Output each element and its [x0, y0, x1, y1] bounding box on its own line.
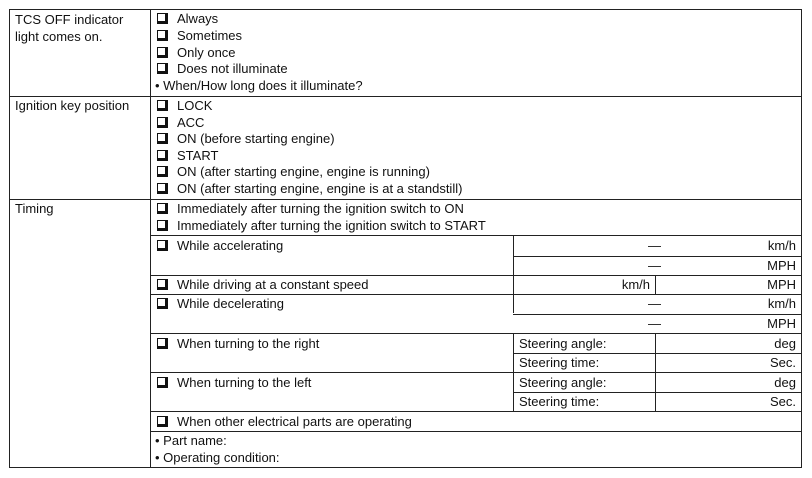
column-divider — [150, 9, 151, 468]
option-label: ON (before starting engine) — [177, 131, 335, 146]
section-label-ignition: Ignition key position — [15, 98, 130, 113]
option-label: Does not illuminate — [177, 61, 288, 76]
checkbox[interactable] — [157, 47, 168, 58]
steering-angle-label: Steering angle: — [519, 336, 607, 351]
unit-label: Sec. — [769, 355, 796, 370]
divider — [150, 275, 802, 276]
table-border-bottom — [9, 467, 802, 468]
table-border-left — [9, 9, 10, 468]
checkbox[interactable] — [157, 240, 168, 251]
option-label: Immediately after turning the ignition switch to ON — [177, 201, 464, 216]
divider — [150, 294, 802, 295]
checkbox[interactable] — [157, 150, 168, 161]
divider — [513, 314, 802, 315]
checkbox[interactable] — [157, 377, 168, 388]
option-label: START — [177, 148, 219, 163]
part-name-label: • Part name: — [155, 433, 227, 448]
range-dash: — — [648, 238, 661, 253]
checkbox[interactable] — [157, 279, 168, 290]
range-dash: — — [648, 296, 661, 311]
unit-label: deg — [774, 336, 796, 351]
option-label: When other electrical parts are operating — [177, 414, 412, 429]
option-label: While driving at a constant speed — [177, 277, 369, 292]
option-label: While decelerating — [177, 296, 284, 311]
checkbox[interactable] — [157, 30, 168, 41]
divider — [150, 372, 802, 373]
divider — [150, 333, 802, 334]
unit-label: Sec. — [769, 394, 796, 409]
unit-label: MPH — [767, 258, 796, 273]
option-label: Always — [177, 11, 219, 26]
option-label: When turning to the left — [177, 375, 312, 390]
column-divider — [655, 275, 656, 294]
checkbox[interactable] — [157, 416, 168, 427]
checkbox[interactable] — [157, 117, 168, 128]
steering-time-label: Steering time: — [519, 355, 600, 370]
checkbox[interactable] — [157, 166, 168, 177]
unit-label: deg — [774, 375, 796, 390]
checkbox[interactable] — [157, 220, 168, 231]
unit-label: MPH — [767, 277, 796, 292]
checkbox[interactable] — [157, 203, 168, 214]
option-label: While accelerating — [177, 238, 284, 253]
option-label: LOCK — [177, 98, 213, 113]
checkbox[interactable] — [157, 298, 168, 309]
divider — [513, 256, 802, 257]
checkbox[interactable] — [157, 100, 168, 111]
unit-label: km/h — [767, 296, 796, 311]
illumination-note: • When/How long does it illuminate? — [155, 78, 363, 93]
checkbox[interactable] — [157, 63, 168, 74]
option-label: ON (after starting engine, engine is running) — [177, 164, 430, 179]
divider — [150, 431, 802, 432]
option-label: ACC — [177, 115, 205, 130]
checkbox[interactable] — [157, 133, 168, 144]
checkbox[interactable] — [157, 13, 168, 24]
option-label: Only once — [177, 45, 236, 60]
option-label: ON (after starting engine, engine is at a standstill) — [177, 181, 463, 196]
column-divider — [513, 333, 514, 411]
divider — [150, 411, 802, 412]
unit-label: km/h — [767, 238, 796, 253]
range-dash: — — [648, 316, 661, 331]
divider — [150, 235, 802, 236]
option-label: Sometimes — [177, 28, 243, 43]
divider — [513, 353, 802, 354]
column-divider — [655, 333, 656, 411]
operating-condition-label: • Operating condition: — [155, 450, 280, 465]
unit-label: km/h — [621, 277, 650, 292]
divider — [9, 199, 802, 200]
section-label-timing: Timing — [15, 201, 54, 216]
table-border-top — [9, 9, 802, 10]
steering-angle-label: Steering angle: — [519, 375, 607, 390]
table-border-right — [801, 9, 802, 468]
range-dash: — — [648, 258, 661, 273]
divider — [9, 96, 802, 97]
checkbox[interactable] — [157, 183, 168, 194]
divider — [513, 392, 802, 393]
unit-label: MPH — [767, 316, 796, 331]
column-divider — [513, 235, 514, 313]
section-label-indicator: TCS OFF indicator light comes on. — [15, 12, 124, 44]
option-label: When turning to the right — [177, 336, 320, 351]
option-label: Immediately after turning the ignition switch to START — [177, 218, 486, 233]
steering-time-label: Steering time: — [519, 394, 600, 409]
checkbox[interactable] — [157, 338, 168, 349]
